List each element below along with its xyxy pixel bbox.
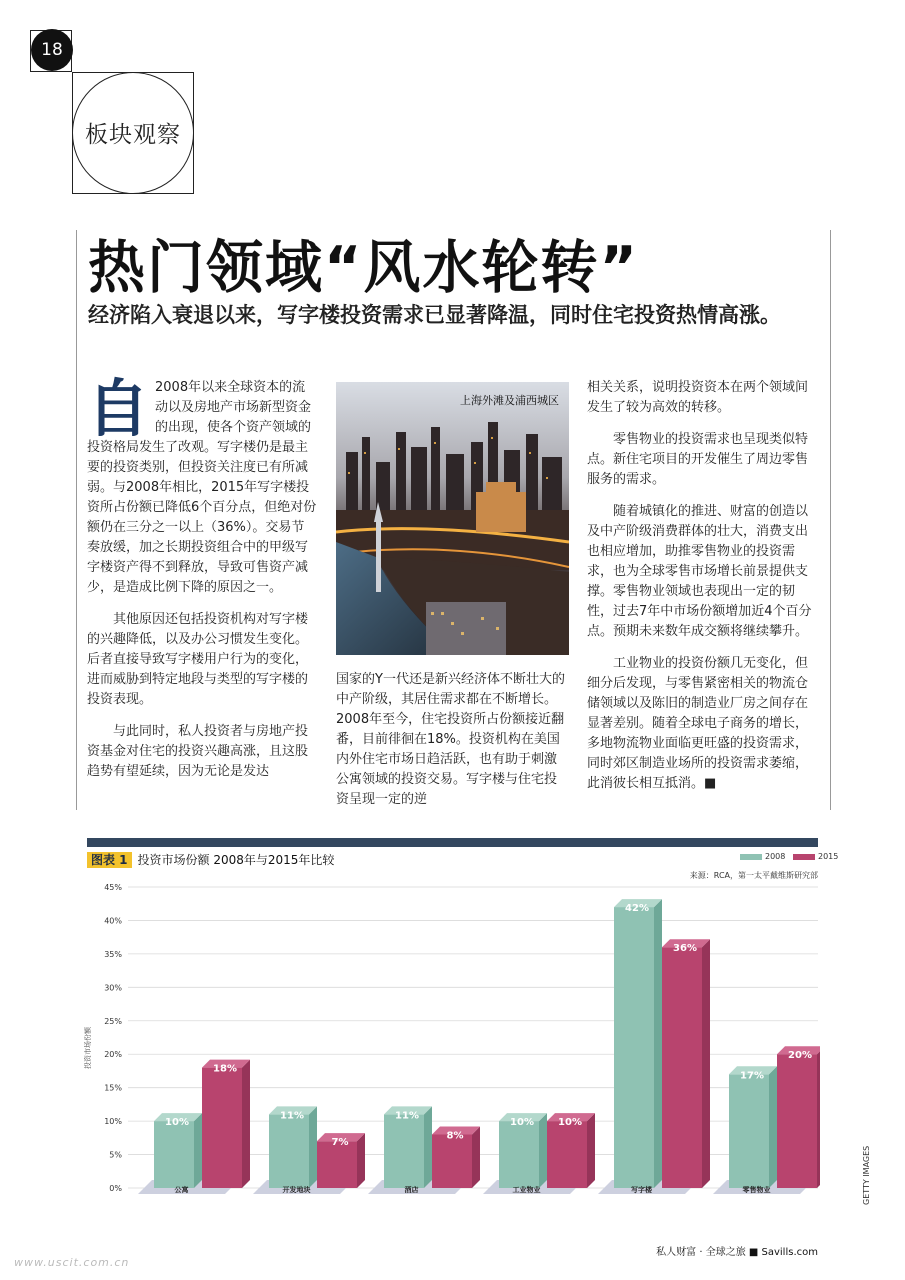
chart-tag: 图表 1 [87, 852, 132, 868]
col2-paragraph-1: 国家的Y一代还是新兴经济体不断壮大的中产阶级，其居住需求都在不断增长。2008年至今，住宅投资所占份额接近翻番，目前徘徊在18%。投资机构在美国内外住宅市场日趋活跃，也有助于刺激公寓领域的投资交易。写字楼与住宅投资呈现一定的逆 [336, 672, 565, 807]
bar [154, 1121, 194, 1188]
x-tick-label: 零售物业 [742, 1186, 771, 1194]
col3-paragraph-1: 相关关系，说明投资资本在两个领域间发生了较为高效的转移。 [587, 380, 809, 415]
data-label: 36% [673, 943, 697, 955]
y-tick-label: 15% [104, 1083, 122, 1093]
subheadline: 经济陷入衰退以来，写字楼投资需求已显著降温，同时住宅投资热情高涨。 [88, 303, 781, 327]
data-label: 10% [558, 1117, 582, 1129]
legend-swatch-2015 [793, 854, 815, 860]
col3-paragraph-2: 零售物业的投资需求也呈现类似特点。新住宅项目的开发催生了周边零售服务的需求。 [587, 432, 809, 487]
bar [269, 1114, 309, 1188]
y-tick-label: 5% [109, 1150, 122, 1160]
x-tick-label: 工业物业 [512, 1186, 541, 1194]
chart-top-band [87, 838, 818, 847]
bar-side [357, 1133, 365, 1188]
x-tick-label: 开发地块 [282, 1186, 311, 1194]
x-tick-label: 写字楼 [631, 1186, 652, 1194]
data-label: 20% [788, 1050, 812, 1062]
data-label: 8% [446, 1130, 464, 1142]
bar-side [472, 1126, 480, 1188]
bar [662, 947, 702, 1188]
dropcap: 自 [87, 372, 150, 445]
bar [384, 1114, 424, 1188]
bar-side [242, 1060, 250, 1188]
y-tick-label: 20% [104, 1050, 122, 1060]
bar-side [817, 1046, 820, 1188]
bar [729, 1074, 769, 1188]
y-tick-label: 30% [104, 983, 122, 993]
right-rule [830, 230, 831, 810]
col1-paragraph-1: 2008年以来全球资本的流动以及房地产市场新型资金的出现，使各个资产领域的投资格局发生了改观。写字楼仍是最主要的投资类别，但投资关注度已有所减弱。与2008年相比，2015年写字楼投资所占份额已降低6个百分点，但绝对份额仍在三分之一以上（36%）。交易节奏放缓，加之长期投资组合中的甲级写字楼资产得不到释放，导致可售资产减少，是造成比例下降的原因之一。 [87, 380, 317, 595]
y-tick-label: 35% [104, 949, 122, 959]
watermark: www.uscit.com.cn [14, 1256, 130, 1269]
article-column-1 [87, 372, 317, 794]
bar-side [769, 1066, 777, 1188]
page-number: 18 [31, 29, 73, 71]
bar [614, 907, 654, 1188]
bar-chart [80, 878, 820, 1218]
col1-paragraph-2: 其他原因还包括投资机构对写字楼的兴趣降低，以及办公习惯发生变化。后者直接导致写字楼用户行为的变化，进而威胁到特定地段与类型的写字楼的投资表现。 [87, 612, 309, 707]
bar-side [309, 1106, 317, 1188]
x-tick-label: 酒店 [404, 1186, 419, 1194]
data-label: 7% [331, 1137, 349, 1149]
col3-paragraph-4: 工业物业的投资份额几无变化，但细分后发现，与零售紧密相关的物流仓储领域以及陈旧的制造业厂房之间存在显著差别。随着全球电子商务的增长，多地物流物业面临更旺盛的投资需求，同时郊区制造业场所的投资需求萎缩，此消彼长相互抵消。■ [587, 656, 809, 791]
article-column-2 [336, 670, 569, 822]
legend-label-2015: 2015 [818, 852, 839, 861]
y-tick-label: 10% [104, 1117, 122, 1127]
legend-label-2008: 2008 [765, 852, 786, 861]
col3-paragraph-3: 随着城镇化的推进、财富的创造以及中产阶级消费群体的壮大，消费支出也相应增加，助推零售物业的投资需求，也为全球零售市场增长前景提供支撑。零售物业领域也表现出一定的韧性，过去7年中市场份额增加近4个百分点。预期未来数年成交额将继续攀升。 [587, 504, 812, 639]
bar-side [702, 939, 710, 1188]
bar-side [424, 1106, 432, 1188]
city-skyline-image [336, 382, 569, 655]
y-tick-label: 45% [104, 883, 122, 892]
bar-side [539, 1113, 547, 1188]
section-label: 板块观察 [85, 122, 181, 148]
headline: 热门领域“风水轮转” [88, 235, 639, 301]
data-label: 42% [625, 903, 649, 915]
data-label: 17% [740, 1070, 764, 1082]
chart-legend [740, 852, 838, 861]
legend-swatch-2008 [740, 854, 762, 860]
bar-side [587, 1113, 595, 1188]
left-rule [76, 230, 77, 810]
bar [777, 1054, 817, 1188]
x-tick-label: 公寓 [174, 1186, 189, 1194]
article-column-3 [587, 378, 819, 806]
y-tick-label: 40% [104, 916, 122, 926]
chart-title-text: 投资市场份额 2008年与2015年比较 [137, 853, 335, 867]
chart-source: 来源：RCA，第一太平戴维斯研究部 [689, 871, 818, 880]
photo-credit: GETTY IMAGES [862, 1145, 871, 1205]
col1-paragraph-3: 与此同时，私人投资者与房地产投资基金对住宅的投资兴趣高涨，且这股趋势有望延续，因为无论是发达 [87, 724, 309, 779]
bar [547, 1121, 587, 1188]
y-tick-label: 25% [104, 1016, 122, 1026]
data-label: 11% [395, 1110, 419, 1122]
y-tick-label: 0% [109, 1184, 122, 1193]
y-axis-label: 投资市场份额 [84, 1027, 92, 1069]
footer: 私人财富 · 全球之旅 ■ Savills.com [656, 1247, 818, 1258]
shanghai-photo [336, 382, 569, 655]
data-label: 18% [213, 1063, 237, 1075]
bar [202, 1068, 242, 1188]
data-label: 10% [510, 1117, 534, 1129]
photo-caption: 上海外滩及浦西城区 [460, 394, 559, 407]
bar [432, 1134, 472, 1188]
bar [499, 1121, 539, 1188]
bar [317, 1141, 357, 1188]
bar-side [194, 1113, 202, 1188]
data-label: 10% [165, 1117, 189, 1129]
chart-title [87, 851, 334, 868]
data-label: 11% [280, 1110, 304, 1122]
bar-side [654, 899, 662, 1188]
